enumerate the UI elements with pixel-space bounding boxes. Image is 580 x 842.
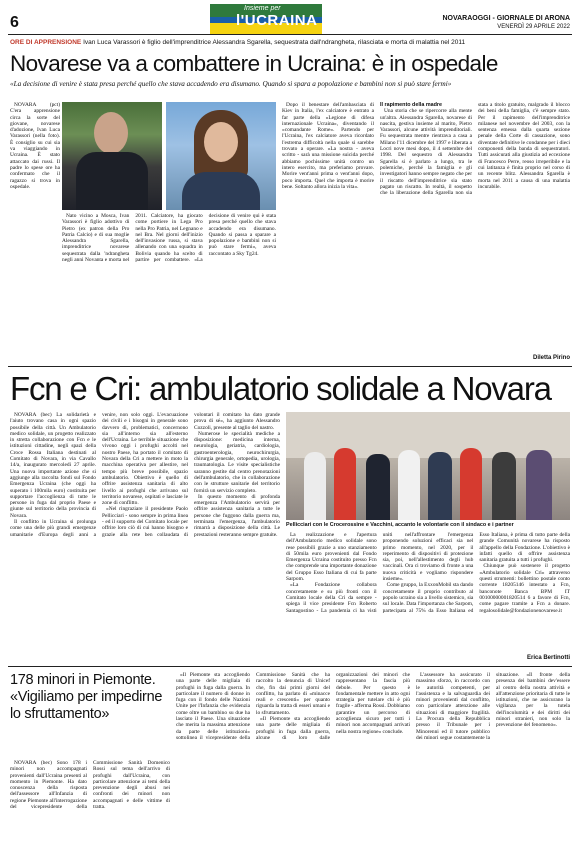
standfirst-novarese: «La decisione di venire è stata presa perché quello che stava accadendo era disumano. Quando si spara a popolazione e bambini non si può stare fermi»	[10, 80, 452, 88]
photo-body	[182, 172, 260, 210]
headline-ambulatorio: Fcn e Cri: ambulatorio solidale a Novara	[10, 370, 551, 407]
photo-caption-ambulatorio: Pellicciari con le Crocerossine e Vacchini, accanto le volontarie con il sindaco e i partner	[286, 522, 514, 528]
photo-person	[304, 452, 326, 520]
section-rule	[8, 666, 572, 667]
article3-right-columns	[176, 672, 570, 836]
photo-wall	[286, 412, 570, 458]
photo-person	[460, 448, 482, 520]
article3-col-left	[10, 760, 170, 836]
byline-pirino: Diletta Pirino	[532, 355, 570, 361]
paragraph: NOVARA (pct) C'era apprensione circa la sorte del giovane, novarese d'adozione, Ivan Luca Varassori (nella foto). È consiglio su cui sia va viaggiando in Ucraina. È stato attaccato dai russi. Il padre lo spese ore ha confermato che il ragazzo si trova in ospedale.	[10, 102, 60, 190]
paragraph: «La Fondazione collabora concretamente e su più fronti con il Comitato locale della Cri da sempre - spiega il vice presidente Fcn Roberto Santagostino - La pandemia ci ha visti uniti nell'affrontare l'emergenza proponendo soluzioni efficaci sia nel primo momento, nel 2020, per il reperimento di dispositivi di protezione sia, poi, nell'allestimento degli hub vaccinali. Ora ci troviamo di fronte a una nuova criticità e vogliamo rispondere insieme».	[286, 532, 474, 614]
paragraph: «Il Piemonte sta accogliendo una parte delle migliaia di profughi in fuga dalla guerra, alcune di loro dalle organizzazioni dei minori che rappresentano la fascia più debole. Per questo è fondamentale mettere in atto ogni strategia per tutelare chi è più fragile - afferma Rossi. Dobbiamo garantire un percorso di accoglienza sicuro per tutti i minori non accompagnati arrivati nella nostra regione» conclude.	[256, 672, 410, 741]
photo-varassori	[62, 102, 162, 210]
header-rule	[8, 34, 572, 35]
paragraph: Nato vicino a Mosca, Ivan Varassori è figlio adottivo di Pietro (ex patron della Pro Patria Calcio) e di sua moglie Alessandra Sgarella, imprenditrice novarese sequestrata dalla 'ndrangheta negli anni Novanta e morta nel 2011. Calciatore, ha giocato come portiere in Lega Pro nella Pro Patria, nel Legnano e nel Bra. Nel giorni dell'inizio dell'invasione russa, si stava allenando con una squadra in Bolivia quando ha scelto di partire per combattere. «La decisione di venire qui è stata presa perché quello che stava accadendo era disumano. Quando si passa a sparare a popolazione e bambini non si può stare fermi», aveva raccontato a Sky Tg24.	[62, 213, 276, 264]
section-rule	[8, 366, 572, 367]
photo-person	[492, 452, 516, 520]
photo-face	[204, 122, 238, 162]
banner-title: l'UCRAINA	[236, 12, 318, 29]
article1-col2	[10, 164, 60, 364]
headline-novarese: Novarese va a combattere in Ucraina: è in ospedale	[10, 51, 498, 76]
photo-face	[94, 112, 128, 154]
paragraph: L'assessore ha assicurato il massimo sforzo, in raccordo con le autorità competenti, per l'assistenza e la salvaguardia dei minori provenienti dal conflitto, con particolare attenzione alle situazioni di maggiore fragilità. La Procura della Repubblica presso il Tribunale per i Minorenni ed il tutore pubblico dei minori segue costantemente la situazione. «Il fronte della presenza dei bambini dev'essere al centro della nostra attività e all'attenzione prioritaria di tutte le istituzioni, che ne assicurano la vigilanza per la tutela dell'incolumità e dei diritti dei minori stranieri, non solo la prevenzione del fenomeno».	[416, 672, 570, 741]
banner-small-text: Insieme per	[244, 5, 281, 12]
publication-date: VENERDÌ 29 APRILE 2022	[497, 24, 570, 30]
paragraph: Numerose le specialità mediche a disposizione: medicina interna, neurologia, geriatria, cardiologia, gastroenterologia, neurochirurgia, chirurgia generale, ortopedia, urologia, traumatologia. Le visite specialistiche saranno gestite dal centro prenotazioni dell'ambulatorio, che in collaborazione con le strutture sanitarie del territorio fornirà un servizio completo.	[194, 430, 280, 494]
kicker-line	[10, 39, 570, 46]
article1-body-lower	[62, 213, 276, 363]
page-number: 6	[10, 14, 19, 31]
paragraph: In questo momento di profonda emergenza l'Ambulatorio servirà per offrire assistenza sanitaria a tutte le persone che fuggono dalla guerra ma, terminata l'emergenza, l'ambulatorio rimarrà a disposizione della città. Le prestazioni resteranno sempre gratuite.	[194, 493, 280, 538]
photo-sgarella	[166, 102, 276, 210]
paragraph: Dopo il benestare dell'ambasciata di Kiev in Italia, l'ex calciatore è entrato a far parte della «Legione di difesa internazionale Ucraina», diventando il «comandante Rome». Partendo per l'Ucraina, l'ex calciatore aveva ricordato l'estrema difficoltà nella quale si sarebbe trovato a operare. «La nostra - aveva scritto - sarà una missione suicida perché abbiamo pochissime unità contro un intero esercito, ma preferiamo provare. Morire vent'anni prima o vent'anni dopo, poco importa. Quel che importa è morire bene. Soltanto allora inizia la vita».	[282, 102, 374, 190]
photo-ambulatorio	[286, 412, 570, 520]
paragraph: «Nel ringraziare il presidente Paolo Pellicciari - sono sempre in prima linea - ed il supporto del Comitato locale per offrire loro ciò di cui hanno bisogno e grazie alla rete ben collaudata di volontari il comitato ha dato grande prova di sé», ha aggiunto Alessandro Cozzoli, presente al taglio del nastro.	[102, 412, 280, 538]
photo-person	[526, 450, 552, 520]
subheading: Il rapimento della madre	[380, 102, 443, 108]
paragraph: «Il Piemonte sta accogliendo una parte delle migliaia di profughi in fuga dalla guerra. In particolare il numero di donne in fuga con il fondo delle Nazioni Unite per l'Infanzia che evidenzia come oltre un bambino su due ha lasciato il Paese. Una situazione che merita la massima attenzione da parte delle istituzioni» sottolinea il vicepresidente della Commissione Sanità che ha raccolto la denuncia di Unicef che, fin dai primi giorni del conflitto, ha parlato di «minacce reali e crescenti» per quanto riguarda la tratta di esseri umani e lo sfruttamento.	[176, 672, 330, 741]
article1-right-columns	[282, 102, 570, 354]
photo-person	[334, 448, 356, 520]
paragraph: Il conflitto in Ucraina si prolunga come una delle più grandi emergenze umanitarie d'Europa degli anni a venire, non solo oggi. L'evacuazione dei civili e i bisogni in generale sono davvero di, problematici, concernono sia all'interno sia all'esterno dell'Ucraina. Le terribile situazione che vivono oggi i profughi accolti nel nostro Paese, ha portato il comitato di Novara della Cri a mettere in moto la macchina operativa per allestire, nel tempo più breve possibile, spazio ambulatorio. Obiettivo è quello di offrire assistenza sanitaria di alto livello ai profughi che arrivano sul territorio novarese, ospitati e lasciate le zone di conflitto.	[10, 412, 188, 538]
paragraph: NOVARA (bec) Sono 178 i minori non accompagnati provenienti dall'Ucraina presenti al momento in Piemonte. Ha dato conoscenza della risposta dell'assessore all'Infanzia di regione Piemonte all'interrogazione del vicepresidente della Commissione Sanità Domenico Rossi sul tema dell'arrivo di profughi dall'Ucraina, con particolare attenzione ai temi della prevenzione degli abusi nei confronti dei minori non accompagnati e delle vittime di tratta.	[10, 760, 170, 811]
ukraine-banner	[210, 4, 322, 34]
paragraph: Una storia che se ripercorre alla mente un'altra. Alessandra Sgarella, novarese di nascita, gestiva insieme al marito, Pietro Varassori, alcune attività imprenditoriali. Fu sequestrata mentre rientrava a casa a Milano l'11 dicembre del 1997 e liberata a Locri nove mesi dopo, il 4 settembre del 1998. Del sequestro di Alessandra Sgarella si è parlato a lungo, tra le polemiche, perché la famiglia e gli investigatori hanno sempre negato che per il riscatto dell'imprenditrice sia stato pagato un riscatto. In realtà, il sospetto che la liberazione della Sgarella non sia stata a titolo gratuito, malgrado il blocco dei beni della famiglia, c'è sempre stato. Per il rapimento dell'imprenditrice milanese nel novembre del 2003, con la sentenza emessa dalla quarta sezione penale della Corte di cassazione, sono diventate definitive le condanne per i dieci componenti della banda di sequestratori. Tutti assicurati alla giustizia ad eccezione di Francesco Perre, reoso irreperibile e la cui latitanza è finita proprio nel corso di un recente blitz. Alessandra Sgarella è morta nel 2011 a causa di una malattia incurabile.	[380, 102, 570, 197]
photo-person	[398, 450, 420, 520]
photo-person	[366, 454, 390, 520]
byline-bertinotti: Erica Bertinotti	[526, 655, 570, 661]
paragraph: Come gruppo, la ExxonMobil sta dando concretamente il proprio contributo al popolo ucraino sia a livello sistemico, sia sul locale. Data l'importanza che Sarpom, partecipata al 75% da Esso Italiana ed Esso Italiana, è prima di tutto parte della grande Comunità novarese ha risposto all'appello della Fondazione. L'obiettivo è infatti quello di offrire assistenza sanitaria gratuita a tutti i profughi.	[382, 532, 570, 614]
article2-right-columns	[286, 532, 570, 660]
publication-name: NOVARAOGGI - GIORNALE DI ARONA	[442, 15, 570, 22]
headline-minori: 178 minori in Piemonte. «Vigiliamo per impedirne lo sfruttamento»	[10, 672, 163, 722]
paragraph: NOVARA (bec) La solidarietà e l'aiuto trovano casa in ogni spazio possibile della città. Un Ambulatorio medico solidale, un progetto realizzato in stretta collaborazione con Fcn e le istituzioni cittadine, negli spazi della Croce Rossa Italiana destinati al Comitato di Novara, in via Cavallo 14/a, inaugurato mercoledì 27 aprile. Una nuova importante azione che si aggiunge alla raccolta fondi sul Fondo Emergenza Ucraina (che oggi ha superato i 100mila euro) costituita per supportare l'accoglienza di tutte le persone in fuga dal proprio Paese e giunte sul territorio della provincia di Novara.	[10, 412, 96, 519]
photo-person	[428, 452, 452, 520]
photo-shirt	[76, 152, 148, 210]
paragraph: La realizzazione e l'apertura dell'Ambulatorio medico solidale sono rese possibili grazie a uno stanziamento di 50mila euro provenienti dal Fondo Emergenza Ucraina costituito presso Fcn che comprende una importante donazione del Gruppo Esso Italiana di cui fa parte Sarpom.	[286, 532, 377, 583]
kicker-label: ORE DI APPRENSIONE	[10, 39, 82, 46]
kicker-text: Ivan Luca Varassori è figlio dell'imprenditrice Alessandra Sgarella, sequestrata dall'ndrangheta, rilasciata e morta di malattia nel 2011	[83, 39, 466, 46]
paragraph: Chiunque può sostenere il progetto «Ambulatorio solidale Cri» attraverso questi strumenti: bollettino postale conto corrente 18205146 intestato a Fcn, banconote Banca BPM IT 00100000001820514 6 a favore di Fcn, come pagare tramite a Fcn a donare. regalosolidale@fondazionenovarese.it	[479, 563, 570, 614]
article2-left-columns	[10, 412, 280, 662]
